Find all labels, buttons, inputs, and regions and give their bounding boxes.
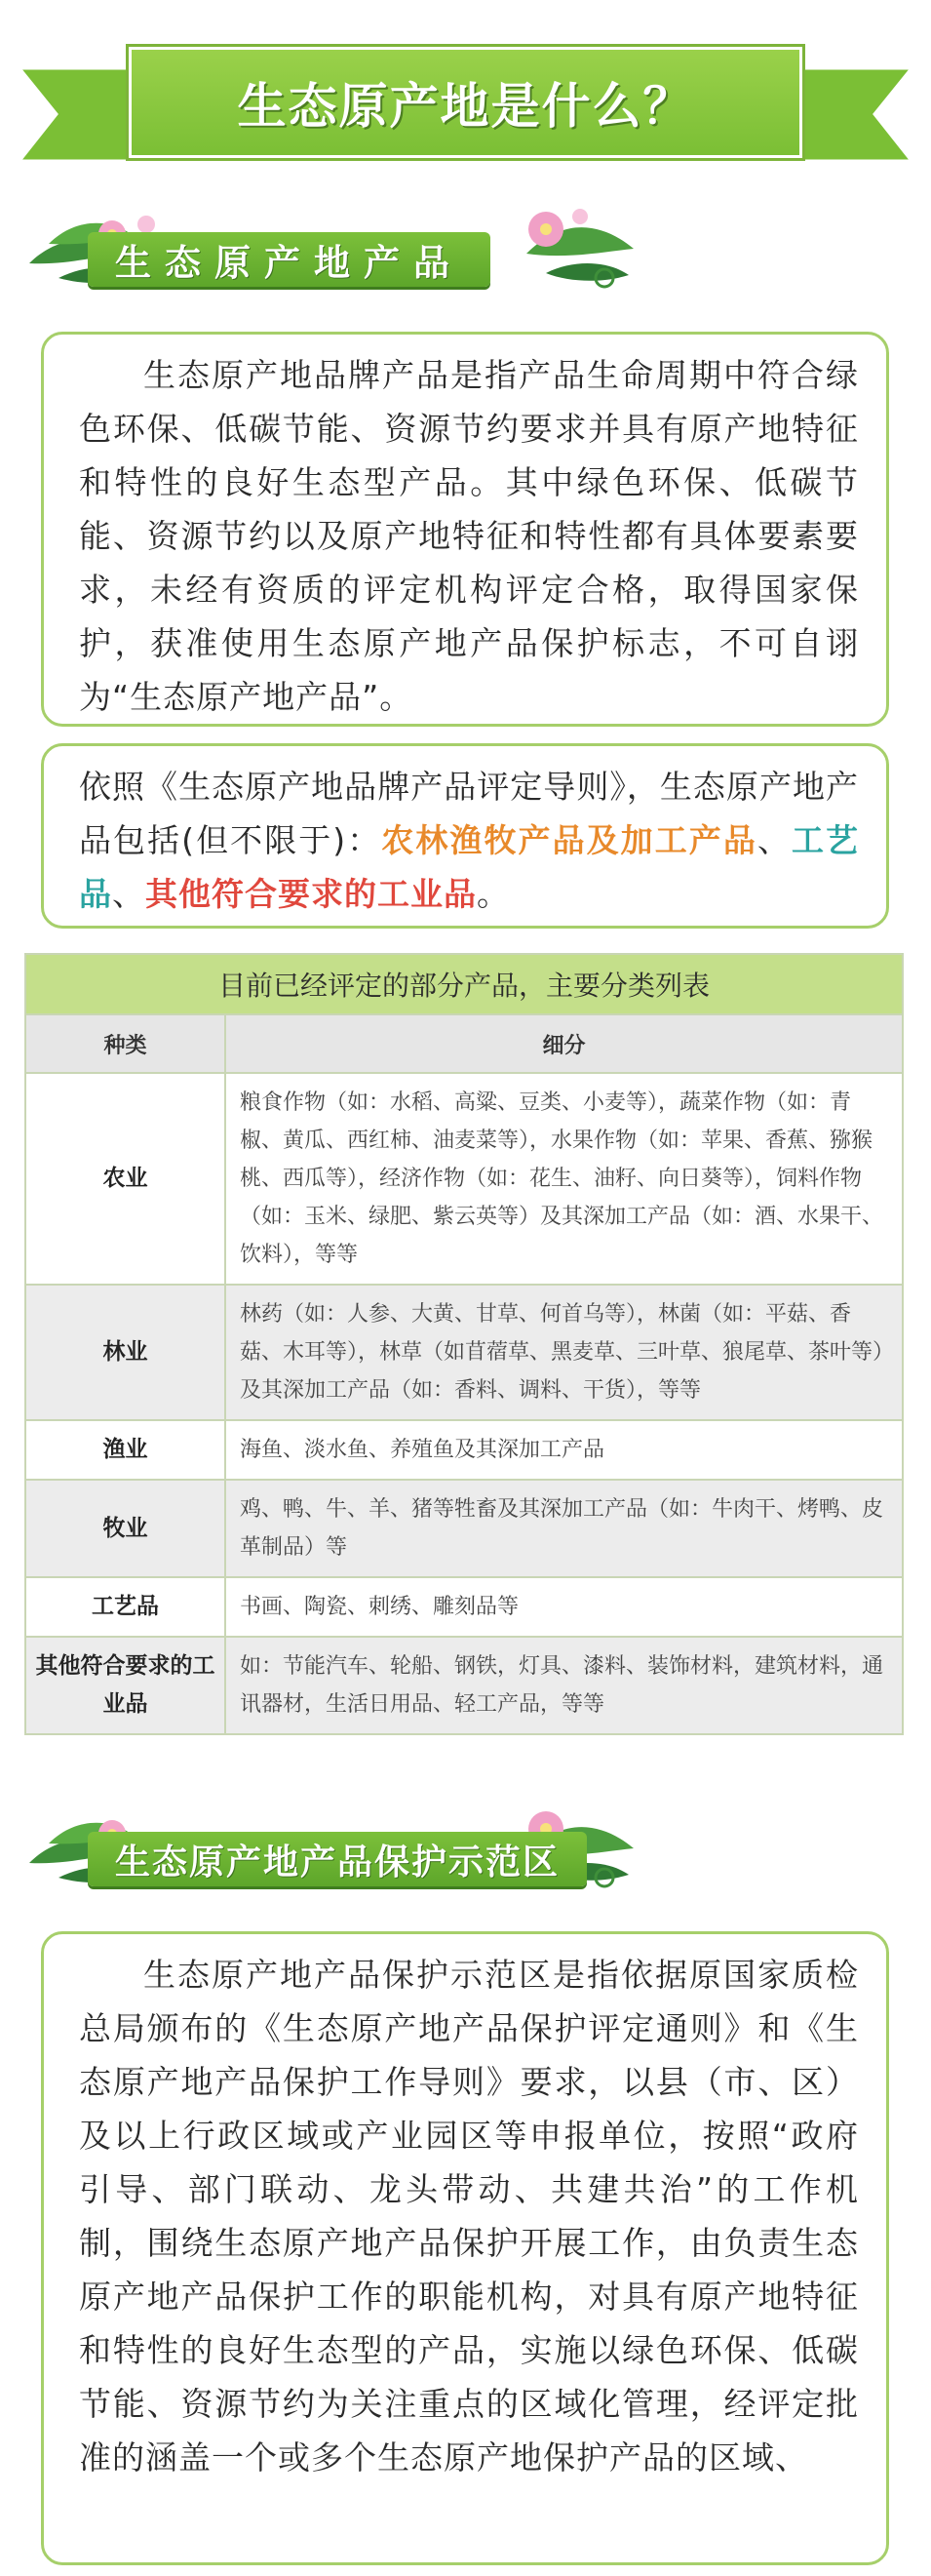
period: 。 — [477, 875, 510, 913]
products-description: 生态原产地品牌产品是指产品生命周期中符合绿色环保、低碳节能、资源节约要求并具有原产地特征和特性的良好生态型产品。其中绿色环保、低碳节能、资源节约以及原产地特征和特性都有具体要素要求，未经有资质的评定机构评定合格，取得国家保护，获准使用生态原产地产品保护标志，不可自诩为“生态原产地产品”。 — [79, 356, 859, 716]
ribbon-left-tail — [19, 68, 136, 161]
row-detail: 粮食作物（如：水稻、高粱、豆类、小麦等），蔬菜作物（如：青椒、黄瓜、西红柿、油麦菜等），水果作物（如：苹果、香蕉、猕猴桃、西瓜等），经济作物（如：花生、油籽、向日葵等），饲料作物（如：玉米、绿肥、紫云英等）及其深加工产品（如：酒、水果干、饮料），等等 — [225, 1073, 903, 1285]
demo-zone-description: 生态原产地产品保护示范区是指依据原国家质检总局颁布的《生态原产地产品保护评定通则》和《生态原产地产品保护工作导则》要求，以县（市、区）及以上行政区域或产业园区等申报单位，按照“政府引导、部门联动、龙头带动、共建共治”的工作机制，围绕生态原产地产品保护开展工作，由负责生态原产地产品保护工作的职能机构，对具有原产地特征和特性的良好生态型的产品，实施以绿色环保、低碳节能、资源节约为关注重点的区域化管理，经评定批准的涵盖一个或多个生态原产地保护产品的区域、 — [79, 1956, 859, 2477]
basis-text — [79, 760, 859, 921]
table-caption: 目前已经评定的部分产品，主要分类列表 — [25, 954, 903, 1014]
category-industrial: 其他符合要求的工业品 — [145, 875, 477, 913]
table-row — [25, 1073, 903, 1285]
section-label: 生态原产地产品保护示范区 — [88, 1832, 587, 1886]
table-row — [25, 1577, 903, 1637]
section-header-products — [19, 195, 643, 302]
category-table — [24, 953, 902, 1735]
table-row — [25, 1285, 903, 1420]
category-agri: 农林渔牧产品及加工产品 — [381, 821, 757, 859]
table-row — [25, 1637, 903, 1734]
demo-zone-description-box — [41, 1931, 889, 2565]
row-category: 农业 — [25, 1073, 225, 1285]
row-category: 渔业 — [25, 1420, 225, 1480]
products-description-box — [41, 332, 889, 727]
table-row — [25, 1420, 903, 1480]
row-category: 牧业 — [25, 1480, 225, 1577]
table-row — [25, 1480, 903, 1577]
page-title: 生态原产地是什么？ — [237, 78, 694, 135]
separator: 、 — [112, 875, 145, 913]
basis-lead: 依照《生态原产地品牌产品评定导则》，生态原产地产品包括(但不限于)： — [79, 768, 859, 859]
row-detail: 林药（如：人参、大黄、甘草、何首乌等），林菌（如：平菇、香菇、木耳等），林草（如苜蓿草、黑麦草、三叶草、狼尾草、茶叶等）及其深加工产品（如：香料、调料、干货），等等 — [225, 1285, 903, 1420]
ribbon-right-tail — [795, 68, 912, 161]
column-header-detail: 细分 — [225, 1014, 903, 1073]
row-category: 林业 — [25, 1285, 225, 1420]
row-detail: 如：节能汽车、轮船、钢铁，灯具、漆料、装饰材料，建筑材料，通讯器材，生活日用品、轻工产品，等等 — [225, 1637, 903, 1734]
row-category: 工艺品 — [25, 1577, 225, 1637]
category-craft: 工艺品 — [79, 821, 860, 913]
section-label: 生态原产地产品 — [88, 232, 490, 287]
row-detail: 海鱼、淡水鱼、养殖鱼及其深加工产品 — [225, 1420, 903, 1480]
row-detail: 鸡、鸭、牛、羊、猪等牲畜及其深加工产品（如：牛肉干、烤鸭、皮革制品）等 — [225, 1480, 903, 1577]
column-header-category: 种类 — [25, 1014, 225, 1073]
row-detail: 书画、陶瓷、刺绣、雕刻品等 — [225, 1577, 903, 1637]
separator: 、 — [756, 821, 792, 859]
title-banner — [19, 37, 912, 169]
section-header-demo-zone — [19, 1795, 643, 1902]
row-category: 其他符合要求的工业品 — [25, 1637, 225, 1734]
basis-box — [41, 743, 889, 929]
ribbon-body — [129, 47, 802, 158]
